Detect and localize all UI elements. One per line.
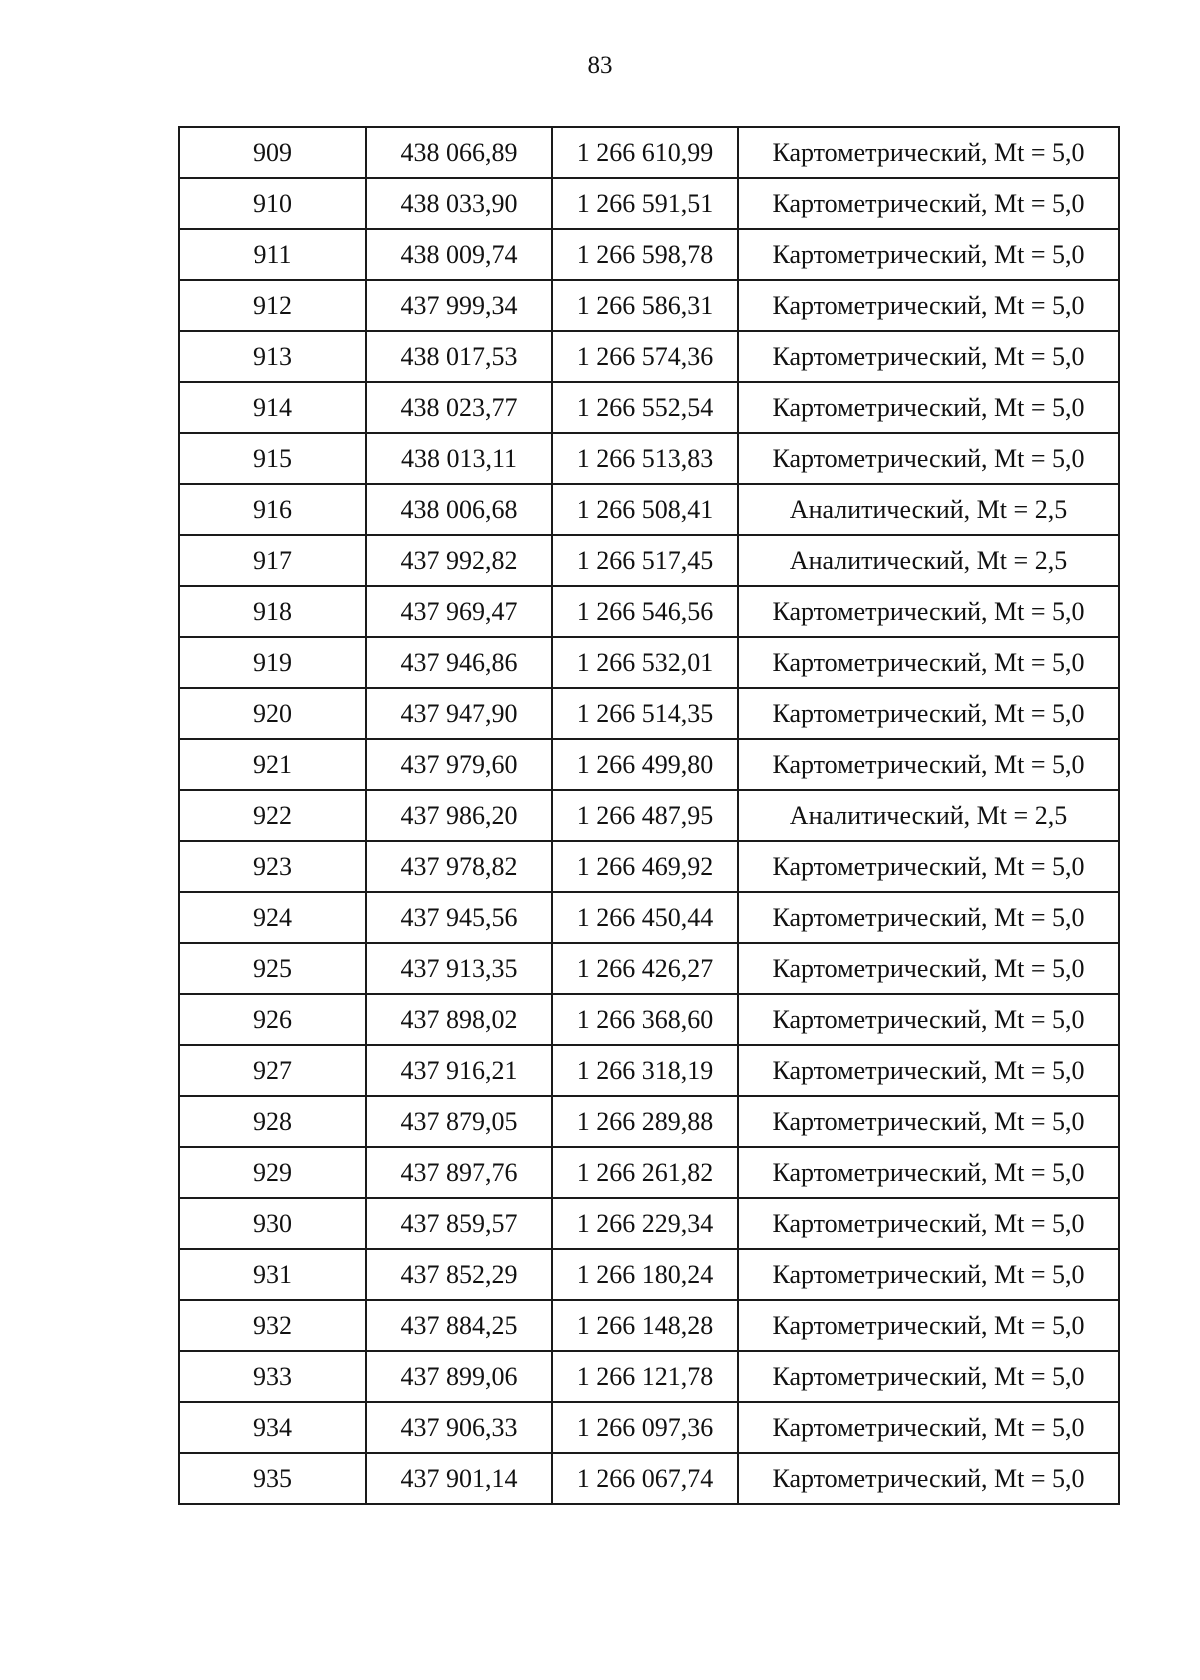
point-number-cell: 909 <box>179 127 366 178</box>
table-row <box>179 127 1119 178</box>
point-number-cell: 910 <box>179 178 366 229</box>
table-row <box>179 1249 1119 1300</box>
point-number-cell: 925 <box>179 943 366 994</box>
method-cell: Аналитический, Mt = 2,5 <box>738 790 1119 841</box>
x-coordinate-cell: 438 013,11 <box>366 433 552 484</box>
method-cell: Аналитический, Mt = 2,5 <box>738 484 1119 535</box>
y-coordinate-cell: 1 266 487,95 <box>552 790 738 841</box>
y-coordinate-cell: 1 266 508,41 <box>552 484 738 535</box>
point-number-cell: 918 <box>179 586 366 637</box>
table-row <box>179 1096 1119 1147</box>
method-cell: Картометрический, Mt = 5,0 <box>738 841 1119 892</box>
table-row <box>179 331 1119 382</box>
table-row <box>179 841 1119 892</box>
method-cell: Картометрический, Mt = 5,0 <box>738 1453 1119 1504</box>
method-cell: Картометрический, Mt = 5,0 <box>738 586 1119 637</box>
x-coordinate-cell: 437 884,25 <box>366 1300 552 1351</box>
table-row <box>179 1147 1119 1198</box>
table-row <box>179 790 1119 841</box>
method-cell: Картометрический, Mt = 5,0 <box>738 892 1119 943</box>
table-row <box>179 382 1119 433</box>
table-row <box>179 586 1119 637</box>
point-number-cell: 929 <box>179 1147 366 1198</box>
y-coordinate-cell: 1 266 229,34 <box>552 1198 738 1249</box>
method-cell: Аналитический, Mt = 2,5 <box>738 535 1119 586</box>
y-coordinate-cell: 1 266 591,51 <box>552 178 738 229</box>
point-number-cell: 933 <box>179 1351 366 1402</box>
method-cell: Картометрический, Mt = 5,0 <box>738 1198 1119 1249</box>
x-coordinate-cell: 438 006,68 <box>366 484 552 535</box>
y-coordinate-cell: 1 266 148,28 <box>552 1300 738 1351</box>
point-number-cell: 935 <box>179 1453 366 1504</box>
table-row <box>179 1300 1119 1351</box>
x-coordinate-cell: 437 913,35 <box>366 943 552 994</box>
method-cell: Картометрический, Mt = 5,0 <box>738 994 1119 1045</box>
point-number-cell: 924 <box>179 892 366 943</box>
point-number-cell: 913 <box>179 331 366 382</box>
method-cell: Картометрический, Mt = 5,0 <box>738 1402 1119 1453</box>
point-number-cell: 931 <box>179 1249 366 1300</box>
table-row <box>179 1198 1119 1249</box>
x-coordinate-cell: 437 978,82 <box>366 841 552 892</box>
x-coordinate-cell: 438 066,89 <box>366 127 552 178</box>
table-row <box>179 688 1119 739</box>
y-coordinate-cell: 1 266 289,88 <box>552 1096 738 1147</box>
y-coordinate-cell: 1 266 368,60 <box>552 994 738 1045</box>
point-number-cell: 916 <box>179 484 366 535</box>
x-coordinate-cell: 437 916,21 <box>366 1045 552 1096</box>
point-number-cell: 926 <box>179 994 366 1045</box>
table-row <box>179 994 1119 1045</box>
y-coordinate-cell: 1 266 450,44 <box>552 892 738 943</box>
x-coordinate-cell: 437 879,05 <box>366 1096 552 1147</box>
y-coordinate-cell: 1 266 552,54 <box>552 382 738 433</box>
x-coordinate-cell: 437 901,14 <box>366 1453 552 1504</box>
x-coordinate-cell: 437 852,29 <box>366 1249 552 1300</box>
method-cell: Картометрический, Mt = 5,0 <box>738 382 1119 433</box>
method-cell: Картометрический, Mt = 5,0 <box>738 637 1119 688</box>
method-cell: Картометрический, Mt = 5,0 <box>738 688 1119 739</box>
point-number-cell: 928 <box>179 1096 366 1147</box>
y-coordinate-cell: 1 266 598,78 <box>552 229 738 280</box>
table-row <box>179 892 1119 943</box>
table-row <box>179 178 1119 229</box>
table-row <box>179 1402 1119 1453</box>
x-coordinate-cell: 437 992,82 <box>366 535 552 586</box>
table-row <box>179 1351 1119 1402</box>
y-coordinate-cell: 1 266 426,27 <box>552 943 738 994</box>
y-coordinate-cell: 1 266 261,82 <box>552 1147 738 1198</box>
y-coordinate-cell: 1 266 121,78 <box>552 1351 738 1402</box>
x-coordinate-cell: 437 947,90 <box>366 688 552 739</box>
x-coordinate-cell: 438 009,74 <box>366 229 552 280</box>
y-coordinate-cell: 1 266 067,74 <box>552 1453 738 1504</box>
point-number-cell: 921 <box>179 739 366 790</box>
x-coordinate-cell: 437 979,60 <box>366 739 552 790</box>
page-number: 83 <box>587 52 613 79</box>
table-row <box>179 229 1119 280</box>
y-coordinate-cell: 1 266 514,35 <box>552 688 738 739</box>
method-cell: Картометрический, Mt = 5,0 <box>738 1300 1119 1351</box>
y-coordinate-cell: 1 266 097,36 <box>552 1402 738 1453</box>
point-number-cell: 914 <box>179 382 366 433</box>
x-coordinate-cell: 437 946,86 <box>366 637 552 688</box>
x-coordinate-cell: 437 999,34 <box>366 280 552 331</box>
y-coordinate-cell: 1 266 586,31 <box>552 280 738 331</box>
method-cell: Картометрический, Mt = 5,0 <box>738 127 1119 178</box>
method-cell: Картометрический, Mt = 5,0 <box>738 739 1119 790</box>
x-coordinate-cell: 438 023,77 <box>366 382 552 433</box>
method-cell: Картометрический, Mt = 5,0 <box>738 178 1119 229</box>
point-number-cell: 911 <box>179 229 366 280</box>
y-coordinate-cell: 1 266 532,01 <box>552 637 738 688</box>
table-row <box>179 943 1119 994</box>
y-coordinate-cell: 1 266 546,56 <box>552 586 738 637</box>
method-cell: Картометрический, Mt = 5,0 <box>738 943 1119 994</box>
table-row <box>179 535 1119 586</box>
point-number-cell: 919 <box>179 637 366 688</box>
method-cell: Картометрический, Mt = 5,0 <box>738 433 1119 484</box>
y-coordinate-cell: 1 266 499,80 <box>552 739 738 790</box>
method-cell: Картометрический, Mt = 5,0 <box>738 1045 1119 1096</box>
method-cell: Картометрический, Mt = 5,0 <box>738 1147 1119 1198</box>
x-coordinate-cell: 438 017,53 <box>366 331 552 382</box>
x-coordinate-cell: 437 906,33 <box>366 1402 552 1453</box>
y-coordinate-cell: 1 266 513,83 <box>552 433 738 484</box>
coordinates-table-body <box>179 127 1119 1504</box>
table-row <box>179 484 1119 535</box>
method-cell: Картометрический, Mt = 5,0 <box>738 1249 1119 1300</box>
table-row <box>179 1453 1119 1504</box>
y-coordinate-cell: 1 266 610,99 <box>552 127 738 178</box>
point-number-cell: 930 <box>179 1198 366 1249</box>
table-row <box>179 433 1119 484</box>
point-number-cell: 922 <box>179 790 366 841</box>
point-number-cell: 915 <box>179 433 366 484</box>
y-coordinate-cell: 1 266 517,45 <box>552 535 738 586</box>
x-coordinate-cell: 437 897,76 <box>366 1147 552 1198</box>
method-cell: Картометрический, Mt = 5,0 <box>738 331 1119 382</box>
x-coordinate-cell: 438 033,90 <box>366 178 552 229</box>
point-number-cell: 917 <box>179 535 366 586</box>
x-coordinate-cell: 437 898,02 <box>366 994 552 1045</box>
table-row <box>179 637 1119 688</box>
y-coordinate-cell: 1 266 469,92 <box>552 841 738 892</box>
x-coordinate-cell: 437 969,47 <box>366 586 552 637</box>
point-number-cell: 932 <box>179 1300 366 1351</box>
method-cell: Картометрический, Mt = 5,0 <box>738 1096 1119 1147</box>
y-coordinate-cell: 1 266 318,19 <box>552 1045 738 1096</box>
table-row <box>179 739 1119 790</box>
method-cell: Картометрический, Mt = 5,0 <box>738 280 1119 331</box>
point-number-cell: 927 <box>179 1045 366 1096</box>
x-coordinate-cell: 437 859,57 <box>366 1198 552 1249</box>
table-row <box>179 1045 1119 1096</box>
method-cell: Картометрический, Mt = 5,0 <box>738 1351 1119 1402</box>
y-coordinate-cell: 1 266 180,24 <box>552 1249 738 1300</box>
table-row <box>179 280 1119 331</box>
y-coordinate-cell: 1 266 574,36 <box>552 331 738 382</box>
point-number-cell: 934 <box>179 1402 366 1453</box>
x-coordinate-cell: 437 945,56 <box>366 892 552 943</box>
x-coordinate-cell: 437 986,20 <box>366 790 552 841</box>
point-number-cell: 923 <box>179 841 366 892</box>
method-cell: Картометрический, Mt = 5,0 <box>738 229 1119 280</box>
coordinates-table <box>178 126 1120 1505</box>
point-number-cell: 912 <box>179 280 366 331</box>
point-number-cell: 920 <box>179 688 366 739</box>
x-coordinate-cell: 437 899,06 <box>366 1351 552 1402</box>
